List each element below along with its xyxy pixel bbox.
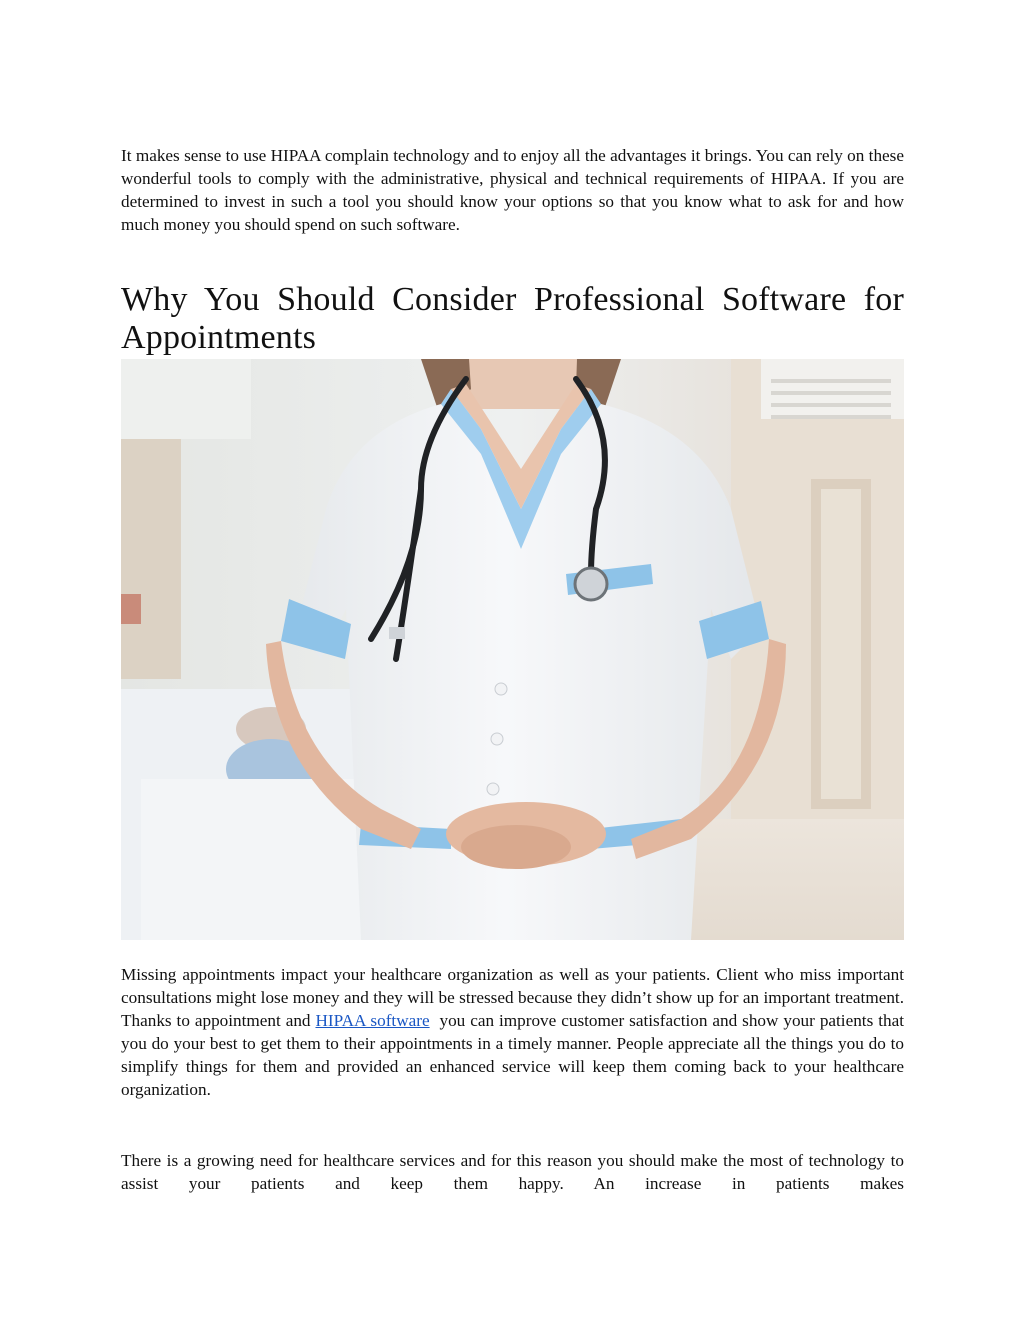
para2-text-before-link: Missing appointments impact your healthcare organization as well as your patients. Client who miss important consultations might lose money and they will be stressed because they didn’t show up for an important treatment. Thanks to appointment and <box>121 965 904 1031</box>
para2-text-after-link: you can improve customer satisfaction and show your patients that you do your best to get them to their appointments in a timely manner. People appreciate all the things you do to simplify things for them and provided an enhanced service will keep them coming back to your healthcare organization. <box>121 1011 909 1100</box>
hipaa-software-link[interactable]: HIPAA software <box>315 1011 430 1031</box>
nurse-photo <box>121 359 904 940</box>
intro-paragraph: It makes sense to use HIPAA complain technology and to enjoy all the advantages it brings. You can rely on these wonderful tools to comply with the administrative, physical and technical requirements of HIPAA. If you are determined to invest in such a tool you should know your options so that you know what to ask for and how much money you should spend on such software. <box>121 146 904 235</box>
growing-need-paragraph: There is a growing need for healthcare services and for this reason you should make the most of technology to assist your patients and keep them happy. An increase in patients makes <box>121 1151 904 1194</box>
section-heading: Why You Should Consider Professional Software for Appointments <box>121 281 904 356</box>
appointments-paragraph <box>121 963 909 1102</box>
